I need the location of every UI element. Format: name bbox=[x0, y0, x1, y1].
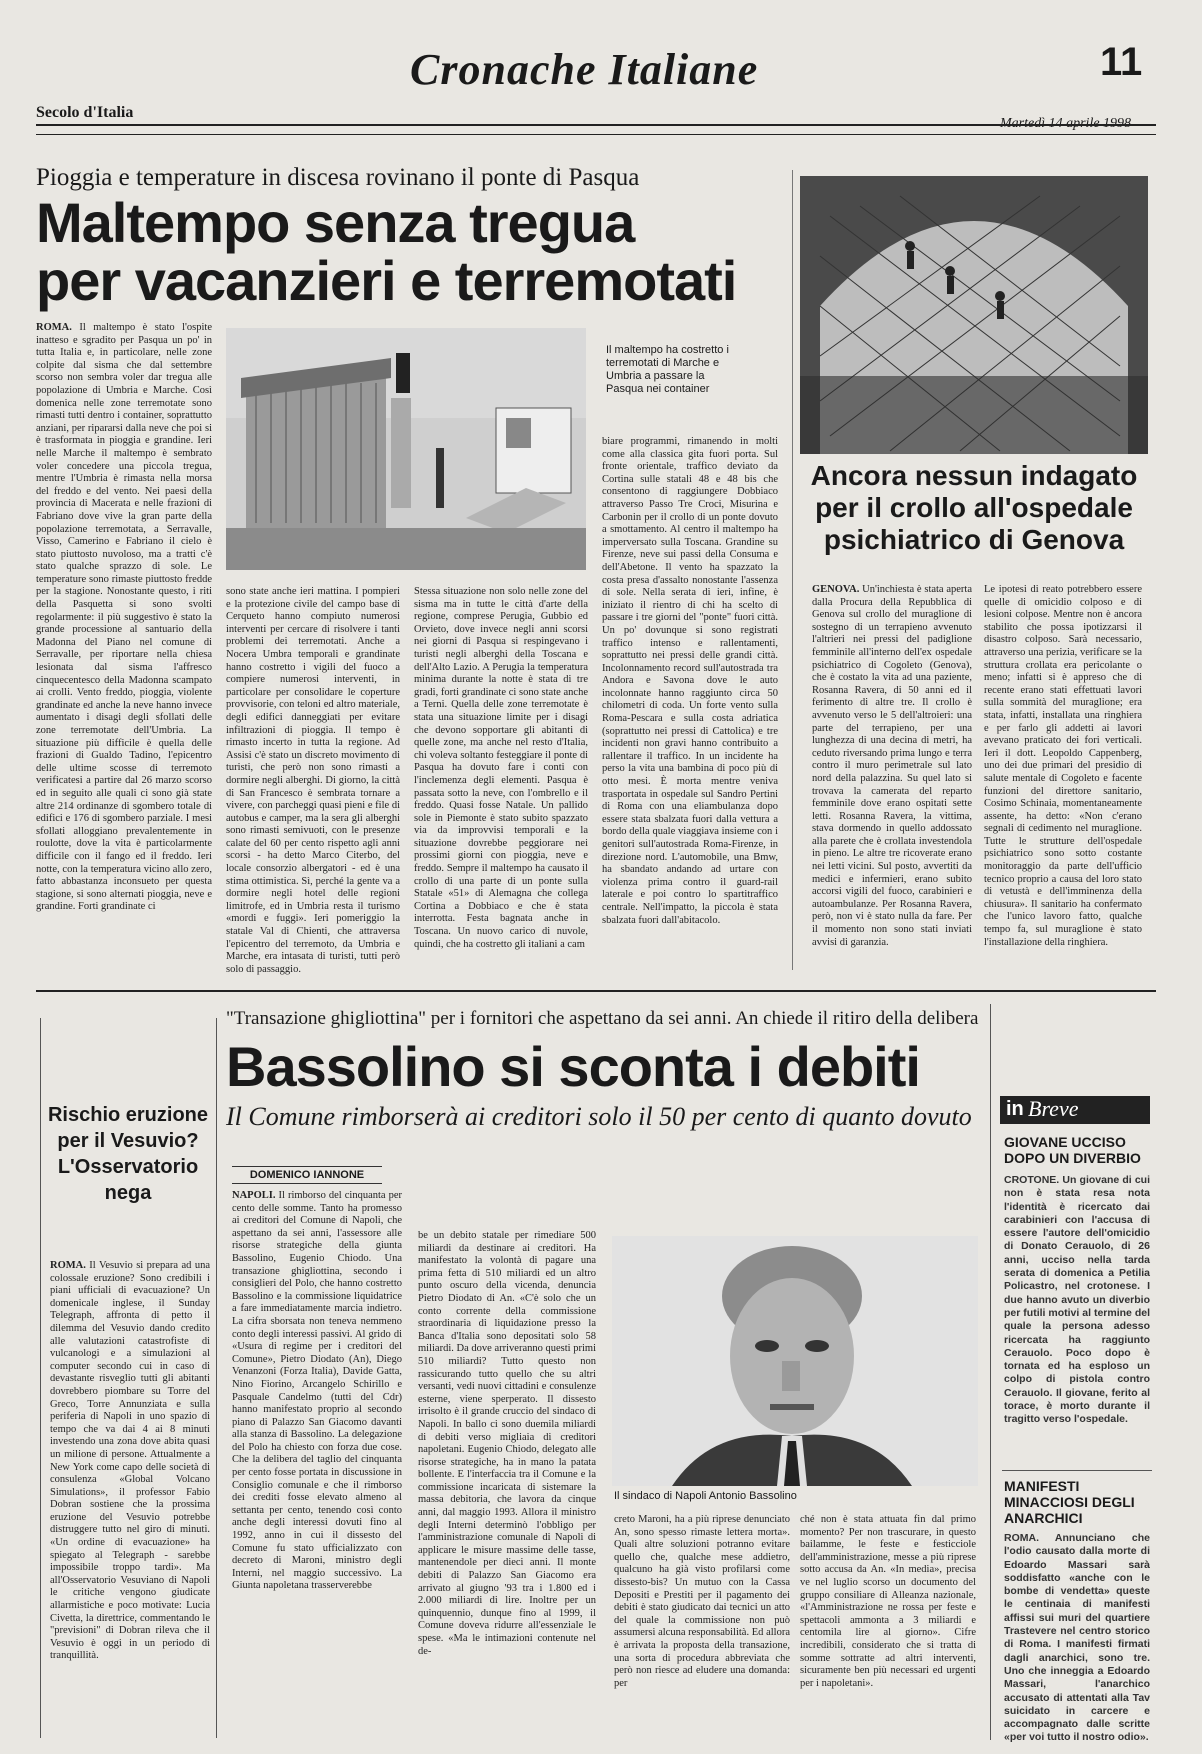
bassolino-dateline: NAPOLI. bbox=[232, 1190, 276, 1201]
vesuvio-body: Il Vesuvio si prepara ad una colossale eruzione? Sono credibili i piani ufficiali di evacuazione? Un domenicale inglese, il Sunday Telegraph, affronta di petto il dilemma del Vesuvio dando credito alle valutazioni catastrofiste di vulcanologi e a simulazioni al computer secondo cui in caso di devastante risveglio tutti gli abitanti dovrebbero piombare su Torre del Greco, Torre Annunziata e sulla periferia di Napoli in uno spazio di tempo che va dai 4 ai 8 minuti investendo una zona dove abita quasi un milione di persone. Attualmente a New York come capo delle società di consulenza «Global Volcano Simulations», il professor Fabio Dobran sostiene che la prossima eruzione del Vesuvio potrebbe distruggere tutto nel giro di minuti. «Un ordine di evacuazione» ha spiegato al Telegraph - sarebbe impossibile troppo tardi». Ma all'Osservatorio Vesuviano di Napoli le critiche vengono giudicate allarmistiche e poco motivate: Lucia Civetta, la direttrice, commentando le "previsioni" di Dobran rileva che il Vesuvio è oggi in un periodo di tranquillità. bbox=[50, 1260, 210, 1662]
vesuvio-box-left bbox=[40, 1018, 41, 1738]
section-divider bbox=[36, 990, 1156, 992]
genova-dateline: GENOVA. bbox=[812, 584, 860, 595]
genova-headline: Ancora nessun indagato per il crollo all'ospedale psichiatrico di Genova bbox=[810, 460, 1138, 555]
weather-col4: biare programmi, rimanendo in molti come alla classica gita fuori porta. Sul fronte orientale, traffico deviato da Cortina sulle statali 48 e 48 bis che consentono di raggiungere Dobbiaco attraverso Passo Tre Croci, Misurina e Carbonin per il crollo di un ponte dovuto a smottamento. Al centro il maltempo ha imperversato sulla Toscana. Grandine su Firenze, neve sui passi della Consuma e dell'Abetone. Il vento ha spazzato la costa presa d'assalto nonostante l'assenza di sole. Nella serata di ieri, infine, è iniziato il rientro di chi ha scelto di passare i tre giorni del "ponte" fuori città. Un po' dovunque si sono registrati traffico intenso e rallentamenti, soprattutto nei pressi delle grandi città. Incolonnamento record sull'autostrada tra Andora e Savona dove le auto incolonnate hanno raggiunto circa 50 chilometri di coda. Un forte vento sulla Roma-Pescara e sulla costa adriatica (soprattutto nei pressi di Cattolica) e tre incidenti non gravi hanno contribuito a rallentare il traffico. In un incidente ha perso la vita una bambina di poco più di otto mesi. È morta mentre veniva trasportata in ospedale sul Sandro Pertini di Roma con una eliambulanza dopo essere stata sbalzata fuori dalla vettura a bordo della quale viaggiava insieme con i genitori sull'autostrada Roma-Firenze, in direzione nord. L'automobile, una Bmw, ha sbandato andando ad urtare con violenza prima contro il guard-rail laterale e poi contro lo spartitraffico centrale. Nell'impatto, la piccola è stata sbalzata fuori dall'abitacolo. bbox=[602, 436, 778, 926]
breve-separator bbox=[1002, 1470, 1152, 1471]
in-breve-banner bbox=[1000, 1096, 1150, 1124]
newspaper-name: Secolo d'Italia bbox=[36, 104, 134, 121]
section-title: Cronache Italiane bbox=[410, 45, 759, 94]
weather-col2: sono state anche ieri mattina. I pompieri e la protezione civile del campo base di Cerqueto hanno compiuto numerosi interventi per cercare di risolvere i tanti problemi dei terremotati. Anche a Nocera Umbra temporali e grandinate hanno costretto i vigili del fuoco a compiere numerosi interventi, in particolare per consolidare le coperture provvisorie, con teloni ed altro materiale, degli edifici danneggiati per evitare infiltrazioni di pioggia. Il tempo è rimasto incerto in tutta la regione. Ad Assisi c'è stato un discreto movimento di turisti, che però non sono rimasti a dormire negli alberghi. Di giorno, la città di San Francesco è sembrata tornare a vivere, con parcheggi quasi pieni e file di autobus e camper, ma la sera gli alberghi sono rimasti semivuoti, con le presenze calate del 60 per cento rispetto agli anni scorsi - ha detto Marco Citerbo, del locale consorzio albergatori - ed è una stima ottimistica. Sì, perché la gente va a dormire negli hotel delle regioni limitrofe, ed in Umbria resta il turismo «mordi e fuggi». Ieri pomeriggio la statale Val di Chienti, che attraversa l'epicentro del terremoto, da Umbria e Marche, era intasata di turisti, tutti però solo di passaggio. bbox=[226, 586, 400, 975]
bassolino-deck: Il Comune rimborserà ai creditori solo il 50 per cento di quanto dovuto bbox=[226, 1102, 972, 1131]
bassolino-col1-text: Il rimborso del cinquanta per cento delle somme. Tanto ha promesso ai creditori del Comune di Napoli, che aspettano da sei anni, l'assessore alle risorse strategiche della giunta Bassolino, Eugenio Chiodo. Una transazione ghigliottina, secondo i consiglieri del Polo, che hanno costretto Bassolino e la commissione liquidatrice a fare immediatamente marcia indietro. La cifra sborsata non teneva nemmeno conto degli interessi passivi. Al grido di «Usura di regime per i creditori del Comune», Pietro Diodato (An), Diego Venanzoni (Forza Italia), Davide Gatta, Nino Fiorino, Arcangelo Schirillo e Pasquale Candelmo (tutti del Cdr) hanno manifestato proprio al secondo piano di Palazzo San Giacomo davanti alla stanza di Bassolino. La delegazione del Polo ha chiesto con forza due cose. Che la delibera del taglio del cinquanta per cento fosse portata in discussione in Consiglio comunale e che il rimborso dei crediti fosse elevato almeno al settanta per cento, tenendo così conto anche degli interessi dovuti fino al 1992, anno in cui il dissesto del Comune fu stato ufficializzato con decreto di Maroni, ministro degli Interni, nel maggio successivo. La Giunta napoletana trasserverebbe bbox=[232, 1190, 402, 1592]
breve-item-1-body bbox=[1004, 1174, 1150, 1430]
breve-item-2 bbox=[1004, 1478, 1150, 1744]
bassolino-col1 bbox=[232, 1190, 402, 1736]
breve-item-1-text: Un giovane di cui non è stata resa nota l'identità è ricercato dai carabinieri con l'accusa di essere l'autore dell'omicidio di Donato Cerauolo, di 26 anni, ucciso nella tarda serata di domenica a Petilia Policastro, nel crotonese. I due hanno avuto un diverbio per futili motivi al termine del quale la persona adesso ricercata ha raggiunto Cerauolo. Poco dopo è tornata ed ha esploso un colpo di pistola contro Cerauolo. Il giovane, ferito al torace, è morto durante il tragitto verso l'ospedale. bbox=[1004, 1174, 1150, 1426]
weather-headline bbox=[36, 191, 756, 312]
vesuvio-text bbox=[50, 1260, 210, 1730]
masthead-rule-thin bbox=[36, 134, 1156, 135]
vesuvio-headline: Rischio eruzione per il Vesuvio? L'Osservatorio nega bbox=[47, 1104, 209, 1204]
breve-item-1-title: GIOVANE UCCISO DOPO UN DIVERBIO bbox=[1004, 1134, 1141, 1166]
vesuvio-dateline: ROMA. bbox=[50, 1260, 86, 1271]
page-number: 11 bbox=[1100, 40, 1143, 84]
genova-col1 bbox=[812, 584, 972, 974]
weather-col1-overflow bbox=[36, 576, 212, 978]
breve-item-2-text: Annunciano che l'odio causato dalla morte di Edoardo Massari sarà soddisfatto «anche con le bombe di vendetta» queste le centinaia di manifesti affissi sui muri del quartiere Trastevere nel centro storico di Roma. I manifesti firmati dagli anarchici, sono tre. Uno che inneggia a Edoardo Massari, l'anarchico accusato di attentati alla Tav suicidato in carcere e accompagnato dalle scritte «per voi tutto il nostro odio». bbox=[1004, 1532, 1150, 1744]
bassolino-kicker: "Transazione ghigliottina" per i fornitori che aspettano da sei anni. An chiede il ritiro della delibera bbox=[226, 1008, 979, 1029]
bassolino-headline: Bassolino si sconta i debiti bbox=[226, 1035, 920, 1098]
weather-headline-line2: per vacanzieri e terremotati bbox=[36, 249, 737, 312]
breve-item-1-dateline: CROTONE. bbox=[1004, 1174, 1060, 1186]
breve-item-1 bbox=[1004, 1134, 1150, 1430]
weather-headline-line1: Maltempo senza tregua bbox=[36, 191, 635, 254]
bassolino-col2: be un debito statale per rimediare 500 miliardi da destinare ai creditori. Ha manifestato la volontà di pagare una prima fetta di 510 miliardi ed un altro punto oscuro della vicenda, denuncia Pietro Diodato di An. «C'è solo che un conto corrente della commissione straordinaria di liquidazione presso la Banca d'Italia sono depositati solo 58 miliardi. Da dove arriveranno questi primi 510 miliardi? Tutto questo non rassicurando tutto quello che su altri versanti, vedi nuovi cittadini e consulenze esterne, viene sperperato. Il dissesto irrisolto è il grande cruccio del sindaco di Napoli. In ballo ci sono duemila miliardi di debiti verso migliaia di creditori napoletani. Eugenio Chiodo, delegato alle risorse strategiche, ha in mano la patata bollente. E l'interfaccia tra il Comune e la commissione incaricata di sistemare la massa debitoria, che lavora da cinque anni, dal maggio 1993. Allora il ministro degli Interni determinò l'obbligo per l'amministrazione comunale di Napoli di applicare le misure massime delle tasse, mantenendole per dieci anni. Il monte debiti di Palazzo San Giacomo era arrivato al giugno '93 tra i 1.800 ed i 2.000 miliardi di lire. Inoltre per un quinquennio, dunque fino al 1999, il Comune doveva ridurre all'essenziale le spese. «Ma le intimazioni contenute nel de- bbox=[418, 1230, 596, 1657]
masthead-rule bbox=[36, 124, 1156, 126]
vesuvio-box-right bbox=[216, 1018, 217, 1738]
weather-dateline: ROMA. bbox=[36, 322, 72, 333]
bassolino-photo bbox=[612, 1236, 978, 1486]
breve-item-2-body bbox=[1004, 1532, 1150, 1744]
bassolino-photo-caption: Il sindaco di Napoli Antonio Bassolino bbox=[614, 1490, 797, 1502]
in-breve-label-breve: Breve bbox=[1028, 1096, 1079, 1121]
genova-col1-text: Un'inchiesta è stata aperta dalla Procura della Repubblica di Genova sul crollo del muraglione di sostegno di un terrapieno avvenuto l'altrieri nei pressi del padiglione femminile all'interno dell'ex ospedale psichiatrico di Cogoleto (Genova), che è costato la vita ad una paziente, Rosanna Ravera, di 50 anni ed il ferimento di altre tre. Il crollo è avvenuto verso le 5 dell'altroieri: una parte del terrapieno, per una lunghezza di una decina di metri, ha ceduto riversando prima lungo e terra contro il muro perimetrale sul lato nord della palazzina. Su quel lato si trovava la camerata del reparto femminile dove erano ospitati sette letti. Rosanna Ravera, la vittima, stava dormendo in quello addossato alla parete che è crollata investendola in pieno. Le altre tre ricoverate erano nei letti vicini. Sul posto, avvertiti da medici e infermieri, erano subito accorsi vigili del fuoco, carabinieri e autoambulanze. Per Rosanna Ravera, però, non vi è stato nulla da fare. Per il momento non sono stati inviati avvisi di garanzia. bbox=[812, 584, 973, 948]
bassolino-col3: creto Maroni, ha a più riprese denunciato An, sono spesso rimaste lettera morta». Quali altre soluzioni potranno evitare quello che, qualche mese addietro, qualcuno ha già visto profilarsi come dissesto-bis? Un mutuo con la Cassa Depositi e Prestiti per il pagamento dei debiti è stato giudicato dai tecnici un atto del quale la commissione non può assumersi alcuna responsabilità. Ed allora è arrivata la proposta della transazione, una sorta di procedura abbreviata che però non riesce ad eludere una domanda: per bbox=[614, 1514, 790, 1689]
weather-col1-text: Il maltempo è stato l'ospite inatteso e sgradito per Pasqua un po' in tutta Italia e, in particolare, nelle zone colpite dal sisma che dal settembre scorso non sembra voler dar tregua alle popolazione di Umbria e Marche. Così domenica nelle zone terremotate sono rimasti tutti dentro i container, soprattutto anziani, per ripararsi dalla neve che poi si è trasformata in pioggia e grandine. Ieri nelle Marche il maltempo è sembrato voler concedere una piccola tregua, mentre l'Umbria è rimasta nella morsa del freddo e del vento. Nei paesi della provincia di Macerata e nelle frazioni di Fabriano dove vive la gran parte della popolazione terremotata, a Serravalle, Visso, Camerino e Fabriano il cielo è stato piuttosto nuvoloso, ma a tratti c'è stato qualche sprazzo di sole. Le temperature sono rimaste piuttosto fredde per la stagione. Nonostante questo, i riti della Pasquetta si sono svolti regolarmente: il più suggestivo è stato la grande processione al santuario della Madonna del Piano nel comune di Serravalle, per riportare nella chiesa lesionata dal sisma l'affresco cinquecentesco della Madonna scampato ai crolli. Vento freddo, pioggia, violente grandinate ed anche la neve hanno invece aumentato i disagi degli sfollati delle zone terremotate dell'Umbria. La situazione più difficile è quella delle frazioni di Gualdo Tadino, l'epicentro delle ultime scosse di terremoto verificatesi a partire dal 26 marzo scorso ed in seguito alle quali ci sono già state altre 214 ordinanze di sgombero totale di edifici e 176 di sgombero parziale. I mesi sfollati alloggiano prevalentemente in roulotte, dove la vita è particolarmente difficile con il fango ed il freddo. Ieri notte, con la temperatura vicino allo zero, fatto abbastanza inconsueto per questa stagione, si sono alternati pioggia, neve e grandine. Forti grandinate ci bbox=[36, 322, 212, 913]
container-photo bbox=[226, 328, 586, 570]
hospital-photo bbox=[800, 176, 1148, 454]
breve-divider bbox=[990, 1004, 991, 1740]
weather-kicker: Pioggia e temperature in discesa rovinano il ponte di Pasqua bbox=[36, 164, 640, 191]
column-divider bbox=[792, 170, 793, 970]
breve-item-2-dateline: ROMA. bbox=[1004, 1532, 1039, 1544]
in-breve-label-in: in bbox=[1006, 1098, 1024, 1120]
bassolino-byline: DOMENICO IANNONE bbox=[232, 1166, 382, 1184]
breve-item-2-title: MANIFESTI MINACCIOSI DEGLI ANARCHICI bbox=[1004, 1478, 1135, 1526]
container-photo-caption: Il maltempo ha costretto i terremotati di Marche e Umbria a passare la Pasqua nei container bbox=[606, 344, 729, 395]
weather-col3: Stessa situazione non solo nelle zone del sisma ma in tutte le città d'arte della regione, comprese Perugia, Gubbio ed Orvieto, dove invece negli anni scorsi nei giorni di Pasqua si respingevano i turisti negli alberghi della Toscana e dell'Alto Lazio. A Perugia la temperatura minima durante la notte è stata di tre gradi, forti grandinate ci sono state anche a Terni. Quella delle zone terremotate è stata una situazione limite per i disagi che devono sopportare gli abitanti di quelle zone, ma anche nel resto d'Italia, chi voleva soltanto festeggiare il ponte di Pasqua ha dovuto fare i conti con l'inclemenza degli elementi. Pasqua è passata sotto la neve, con l'ombrello e il freddo. Quasi fosse Natale. Un pallido sole in Piemonte è stato subito spazzato via da improvvisi temporali e la situazione dovrebbe peggiorare nei prossimi giorni con pioggia, neve e freddo. Sempre il maltempo ha causato il crollo di una parte di un ponte sulla Statale «51» di Alemagna che collega Cortina a Dobbiaco e che è stata interrotta. Festa bagnata anche in Toscana. Un nuovo carico di nuvole, quindi, che ha costretto gli italiani a cam bbox=[414, 586, 588, 950]
bassolino-col4: ché non è stata attuata fin dal primo momento? Per non trascurare, in questo bailamme, le feste e festicciole dell'amministrazione, messe a più riprese sotto accusa da An. «In media», precisa ve nel luglio scorso un documento del gruppo consiliare di Alleanza nazionale, «l'Amministrazione ne rossa per feste e spettacoli ammonta a 3 miliardi e centomila lire al giorno». Cifre incredibili, considerato che si tratta di somme sottratte ad altri interventi, sicuramente ben più necessari ed urgenti per i napoletani». bbox=[800, 1514, 976, 1689]
genova-col2: Le ipotesi di reato potrebbero essere quelle di omicidio colposo e di lesioni colpose. Mentre non è ancora stabilito che possa ipotizzarsi il disastro colposo. Sarà necessario, attraverso una perizia, verificare se la struttura crollata era pericolante o meno; infatti si è appreso che di recente erano stati effettuati lavori sulla sommità del muraglione; era stata, infatti, installata una ringhiera e per farlo gli addetti ai lavori avevano praticato dei fori verticali. Ieri il dott. Leopoldo Cappenberg, uno dei due primari del presidio di salute mentale di Cogoleto e facente funzioni del direttore sanitario, Cosimo Schinaia, momentaneamente assente, ha detto: «Non c'erano segnali di cedimento nel muraglione. Tutte le strutture dell'ospedale psichiatrico sono sotto costante monitoraggio da parte dell'ufficio tecnico proprio a causa del loro stato di vetustà e dell'imminenza della chiusura». Il sanitario ha confermato che l'unico lavoro fatto, qualche tempo fa, sul muraglione è stato l'installazione della ringhiera. bbox=[984, 584, 1142, 948]
